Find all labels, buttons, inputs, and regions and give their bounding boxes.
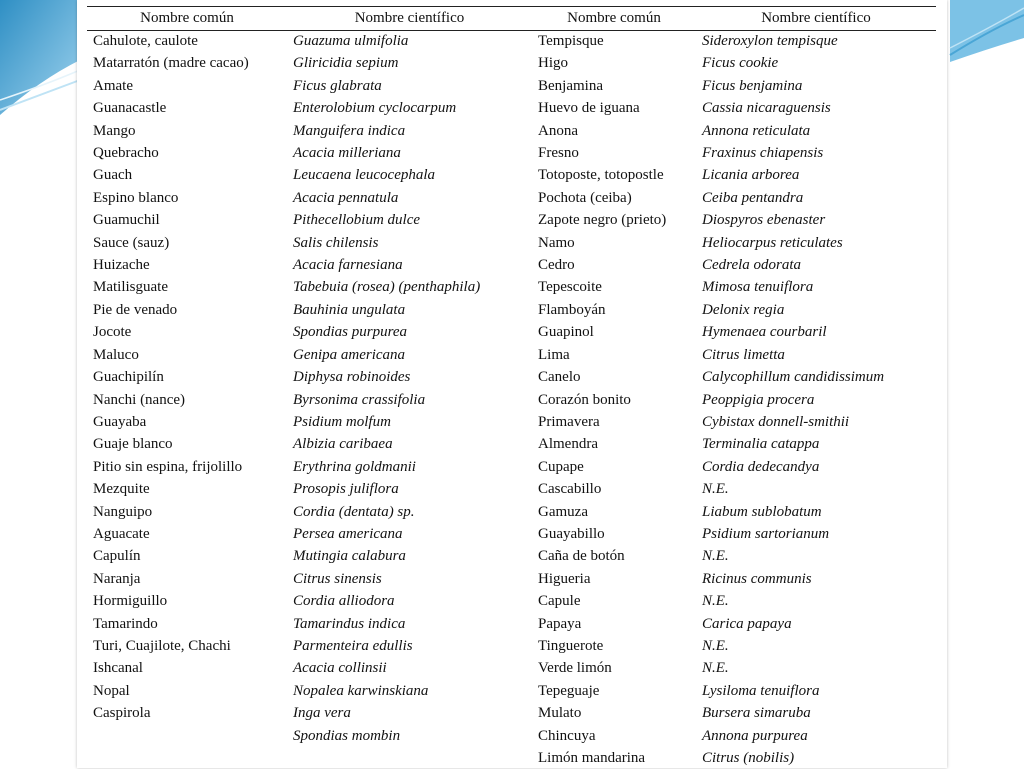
table-row <box>87 142 936 164</box>
scientific-name-right: Licania arborea <box>702 167 800 184</box>
common-name-right: Flamboyán <box>538 301 606 318</box>
scientific-name-right: Ricinus communis <box>702 570 812 587</box>
table-row <box>87 344 936 366</box>
table-row <box>87 299 936 321</box>
scientific-name-right: Mimosa tenuiflora <box>702 279 814 296</box>
scientific-name-right: Heliocarpus reticulates <box>702 234 843 251</box>
common-name-left: Pie de venado <box>93 301 178 318</box>
scientific-name-right: Cordia dedecandya <box>702 458 820 475</box>
table-row <box>87 366 936 388</box>
table-row <box>87 545 936 567</box>
table-row <box>87 501 936 523</box>
common-name-left: Cahulote, caulote <box>93 33 198 49</box>
scientific-name-left: Guazuma ulmifolia <box>293 33 409 49</box>
common-name-left: Amate <box>93 77 133 94</box>
table-row <box>87 433 936 455</box>
table-row <box>87 657 936 679</box>
common-name-left: Aguacate <box>93 525 150 542</box>
common-name-left: Guayaba <box>93 413 147 430</box>
scientific-name-left: Gliricidia sepium <box>293 55 399 72</box>
common-name-right: Benjamina <box>538 77 603 94</box>
scientific-name-left: Erythrina goldmanii <box>293 458 416 475</box>
common-name-right: Gamuza <box>538 503 588 520</box>
scientific-name-right: Hymenaea courbaril <box>702 324 827 341</box>
common-name-left: Espino blanco <box>93 189 179 206</box>
common-name-left: Pitio sin espina, frijolillo <box>93 458 243 475</box>
common-name-right: Namo <box>538 234 575 251</box>
table-row <box>87 725 936 747</box>
common-name-left: Quebracho <box>93 145 159 162</box>
common-name-left: Turi, Cuajilote, Chachi <box>93 637 231 654</box>
scientific-name-left: Inga vera <box>293 705 351 722</box>
common-name-right: Tempisque <box>538 33 604 49</box>
common-name-left: Tamarindo <box>93 615 158 632</box>
table-row <box>87 276 936 298</box>
scientific-name-right: Psidium sartorianum <box>702 525 830 542</box>
common-name-left: Nanguipo <box>93 503 153 520</box>
table-row <box>87 75 936 97</box>
scientific-name-right: Annona purpurea <box>702 727 808 744</box>
common-name-left: Guaje blanco <box>93 436 173 453</box>
common-name-left: Maluco <box>93 346 139 363</box>
scientific-name-left: Spondias purpurea <box>293 324 408 341</box>
scientific-name-left: Acacia pennatula <box>293 189 399 206</box>
scientific-name-left: Parmenteira edullis <box>293 637 413 654</box>
common-name-right: Tepeguaje <box>538 682 600 699</box>
scientific-name-right: N.E. <box>702 481 729 498</box>
scientific-name-left: Psidium molfum <box>293 413 391 430</box>
scientific-name-left: Mutingia calabura <box>293 548 406 565</box>
scientific-name-left: Enterolobium cyclocarpum <box>293 100 457 117</box>
common-name-right: Anona <box>538 122 578 139</box>
scientific-name-right: Sideroxylon tempisque <box>702 33 838 49</box>
scientific-name-left: Ficus glabrata <box>293 77 382 94</box>
scientific-name-right: Carica papaya <box>702 615 792 632</box>
species-table <box>87 7 936 769</box>
table-row <box>87 164 936 186</box>
scientific-name-left <box>287 747 532 769</box>
table-row <box>87 456 936 478</box>
scientific-name-left: Prosopis juliflora <box>293 481 399 498</box>
common-name-right: Cedro <box>538 257 575 274</box>
common-name-right: Papaya <box>538 615 582 632</box>
scientific-name-left: Persea americana <box>293 525 403 542</box>
header-scientific-name-left: Nombre científico <box>354 10 465 26</box>
scientific-name-right: Bursera simaruba <box>702 705 811 722</box>
common-name-right: Fresno <box>538 145 579 162</box>
table-row <box>87 52 936 74</box>
table-row <box>87 209 936 231</box>
common-name-left: Guanacastle <box>93 100 167 117</box>
common-name-right: Totoposte, totopostle <box>538 167 664 184</box>
common-name-left: Mezquite <box>93 481 150 498</box>
table-row <box>87 411 936 433</box>
table-header-row <box>87 7 936 29</box>
scientific-name-left: Salis chilensis <box>293 234 379 251</box>
common-name-left: Matilisguate <box>93 279 168 296</box>
scientific-name-right: Terminalia catappa <box>702 436 820 453</box>
common-name-left: Caspirola <box>93 705 151 722</box>
scientific-name-right: Cybistax donnell-smithii <box>702 413 850 430</box>
scientific-name-left: Bauhinia ungulata <box>293 301 406 318</box>
common-name-left: Naranja <box>93 570 141 587</box>
scientific-name-left: Tabebuia (rosea) (penthaphila) <box>293 279 481 296</box>
table-row <box>87 613 936 635</box>
common-name-left: Sauce (sauz) <box>93 234 170 251</box>
scientific-name-right: N.E. <box>702 548 729 565</box>
common-name-right: Chincuya <box>538 727 596 744</box>
common-name-left: Capulín <box>93 548 141 565</box>
common-name-right: Cascabillo <box>538 481 602 498</box>
common-name-right: Guapinol <box>538 324 594 341</box>
scientific-name-right: Cedrela odorata <box>702 257 802 274</box>
common-name-right: Capule <box>538 593 581 610</box>
common-name-right: Higo <box>538 55 568 72</box>
scientific-name-right: Lysiloma tenuiflora <box>702 682 820 699</box>
species-table-frame <box>87 6 936 769</box>
scientific-name-right: Ceiba pentandra <box>702 189 804 206</box>
scientific-name-right: Citrus (nobilis) <box>702 750 795 766</box>
header-common-name-left: Nombre común <box>140 10 234 26</box>
common-name-left: Jocote <box>93 324 132 341</box>
common-name-left: Nanchi (nance) <box>93 391 186 408</box>
common-name-left: Hormiguillo <box>93 593 168 610</box>
scientific-name-left: Pithecellobium dulce <box>293 212 421 229</box>
common-name-right: Primavera <box>538 413 600 430</box>
common-name-right: Pochota (ceiba) <box>538 189 632 206</box>
common-name-right: Almendra <box>538 436 598 453</box>
scientific-name-left: Albizia caribaea <box>293 436 393 453</box>
scientific-name-right: Liabum sublobatum <box>702 503 822 520</box>
scientific-name-right: Peoppigia procera <box>702 391 815 408</box>
scientific-name-left: Genipa americana <box>293 346 406 363</box>
scientific-name-left: Cordia (dentata) sp. <box>293 503 415 520</box>
table-row <box>87 747 936 769</box>
common-name-right: Tinguerote <box>538 637 604 654</box>
common-name-right: Huevo de iguana <box>538 100 640 117</box>
common-name-right: Lima <box>538 346 570 363</box>
header-common-name-right: Nombre común <box>567 10 661 26</box>
common-name-right: Limón mandarina <box>538 750 646 766</box>
header-scientific-name-right: Nombre científico <box>761 10 871 26</box>
common-name-right: Mulato <box>538 705 582 722</box>
scientific-name-right: Diospyros ebenaster <box>702 212 826 229</box>
table-row <box>87 523 936 545</box>
table-row <box>87 232 936 254</box>
scientific-name-right: Annona reticulata <box>702 122 811 139</box>
table-row <box>87 389 936 411</box>
common-name-right: Higueria <box>538 570 591 587</box>
common-name-right: Cupape <box>538 458 584 475</box>
scientific-name-left: Acacia farnesiana <box>293 257 403 274</box>
scientific-name-left: Byrsonima crassifolia <box>293 391 426 408</box>
common-name-left: Guach <box>93 167 133 184</box>
common-name-left: Ishcanal <box>93 660 143 677</box>
common-name-left: Guachipilín <box>93 369 164 386</box>
table-row <box>87 97 936 119</box>
common-name-right: Zapote negro (prieto) <box>538 212 667 229</box>
table-row <box>87 187 936 209</box>
scientific-name-right: N.E. <box>702 637 729 654</box>
table-row <box>87 590 936 612</box>
scientific-name-right: Ficus cookie <box>702 55 779 72</box>
common-name-left: Guamuchil <box>93 212 160 229</box>
common-name-right: Guayabillo <box>538 525 605 542</box>
scientific-name-right: Calycophillum candidissimum <box>702 369 885 386</box>
scientific-name-left: Citrus sinensis <box>293 570 382 587</box>
table-row <box>87 635 936 657</box>
table-row <box>87 254 936 276</box>
header-divider <box>87 30 936 31</box>
table-row <box>87 702 936 724</box>
scientific-name-left: Nopalea karwinskiana <box>293 682 429 699</box>
scientific-name-right: Citrus limetta <box>702 346 785 363</box>
scientific-name-right: Delonix regia <box>702 301 785 318</box>
scientific-name-left: Tamarindus indica <box>293 615 406 632</box>
table-row <box>87 478 936 500</box>
common-name-left: Nopal <box>93 682 130 699</box>
common-name-right: Caña de botón <box>538 548 625 565</box>
scientific-name-right: N.E. <box>702 660 729 677</box>
table-row <box>87 29 936 52</box>
scientific-name-left: Acacia collinsii <box>293 660 387 677</box>
common-name-right: Verde limón <box>538 660 612 677</box>
scientific-name-right: N.E. <box>702 593 729 610</box>
common-name-left <box>87 725 287 747</box>
scientific-name-right: Cassia nicaraguensis <box>702 100 831 117</box>
scientific-name-right: Ficus benjamina <box>702 77 803 94</box>
common-name-right: Canelo <box>538 369 581 386</box>
common-name-right: Tepescoite <box>538 279 602 296</box>
scientific-name-left: Diphysa robinoides <box>293 369 411 386</box>
table-row <box>87 321 936 343</box>
common-name-left: Mango <box>93 122 136 139</box>
table-row <box>87 120 936 142</box>
table-row <box>87 568 936 590</box>
table-row <box>87 680 936 702</box>
common-name-left: Matarratón (madre cacao) <box>93 55 249 72</box>
scientific-name-left: Manguifera indica <box>293 122 406 139</box>
common-name-right: Corazón bonito <box>538 391 631 408</box>
scientific-name-left: Leucaena leucocephala <box>293 167 436 184</box>
common-name-left <box>87 747 287 769</box>
scientific-name-left: Cordia alliodora <box>293 593 395 610</box>
common-name-left: Huizache <box>93 257 150 274</box>
scientific-name-left: Spondias mombin <box>293 727 401 744</box>
scientific-name-left: Acacia milleriana <box>293 145 401 162</box>
scientific-name-right: Fraxinus chiapensis <box>702 145 824 162</box>
